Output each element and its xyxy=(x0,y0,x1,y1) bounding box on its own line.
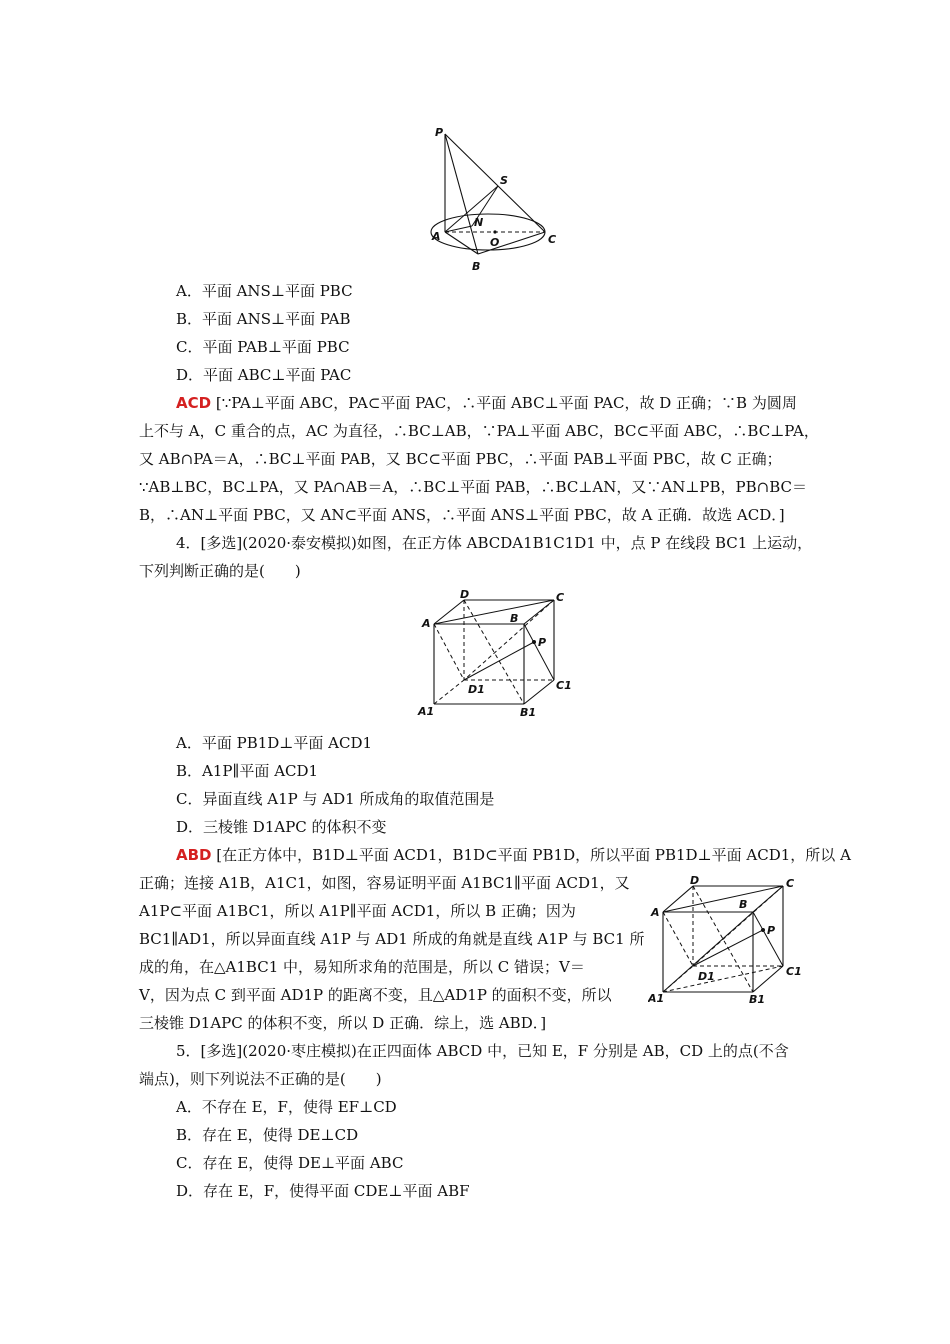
label-A: A xyxy=(651,906,660,919)
q4-stem-0: 4．[多选](2020·泰安模拟)如图，在正方体 ABCDA1B1C1D1 中，点 P 在线段 BC1 上运动， xyxy=(176,534,813,552)
label-S: S xyxy=(500,174,508,187)
edge-PB xyxy=(445,134,478,254)
figure-cube xyxy=(416,590,576,718)
label-A1: A1 xyxy=(648,992,665,1004)
q3-explanation-3: ∵AB⊥BC，BC⊥PA，又 PA∩AB＝A，∴BC⊥平面 PAB，∴BC⊥AN，又∵AN⊥PB，PB∩BC＝ xyxy=(139,478,807,496)
label-B1: B1 xyxy=(749,993,766,1004)
q5-stem-1: 端点)，则下列说法不正确的是( ) xyxy=(139,1070,382,1088)
figure-cone-pyramid xyxy=(430,122,560,277)
label-D1: D1 xyxy=(468,683,485,696)
q4-explanation-3: BC1∥AD1，所以异面直线 A1P 与 AD1 所成的角就是直线 A1P 与 BC1 所 xyxy=(139,930,645,948)
label-O: O xyxy=(490,236,500,249)
label-C: C xyxy=(786,877,795,890)
label-B: B xyxy=(472,260,481,273)
point-O xyxy=(493,230,496,233)
q3-explanation-1: 上不与 A，C 重合的点，AC 为直径，∴BC⊥AB，∵PA⊥平面 ABC，BC⊂平面 ABC，∴BC⊥PA， xyxy=(139,422,819,440)
q4-option-a: A．平面 PB1D⊥平面 ACD1 xyxy=(176,734,373,752)
cube-diagram-2 xyxy=(648,872,808,1004)
q5-option-c: C．存在 E，使得 DE⊥平面 ABC xyxy=(176,1154,404,1172)
cube-diagram xyxy=(416,590,576,718)
label-C1: C1 xyxy=(556,679,572,692)
label-C: C xyxy=(556,591,565,604)
q3-option-c: C．平面 PAB⊥平面 PBC xyxy=(176,338,350,356)
q4-option-b: B．A1P∥平面 ACD1 xyxy=(176,762,319,780)
q3-option-d: D．平面 ABC⊥平面 PAC xyxy=(176,366,352,384)
label-B: B xyxy=(510,612,519,625)
q5-stem-0: 5．[多选](2020·枣庄模拟)在正四面体 ABCD 中，已知 E，F 分别是 AB，CD 上的点(不含 xyxy=(176,1042,789,1060)
q3-answer-line xyxy=(176,393,797,413)
edge-AS xyxy=(445,186,498,232)
q4-explanation-6: 三棱锥 D1APC 的体积不变，所以 D 正确．综上，选 ABD．] xyxy=(139,1014,547,1032)
q5-option-a: A．不存在 E，F，使得 EF⊥CD xyxy=(176,1098,397,1116)
q4-stem-1: 下列判断正确的是( ) xyxy=(139,562,301,580)
label-C: C xyxy=(548,233,557,246)
label-A1: A1 xyxy=(418,705,435,718)
label-B: B xyxy=(739,898,748,911)
cone-diagram xyxy=(430,122,560,277)
label-P: P xyxy=(435,126,444,139)
q4-answer-key: ABD xyxy=(176,846,212,864)
label-A: A xyxy=(422,617,431,630)
label-N: N xyxy=(474,216,484,229)
q4-explanation-2: A1P⊂平面 A1BC1，所以 A1P∥平面 ACD1，所以 B 正确；因为 xyxy=(139,902,576,920)
label-A: A xyxy=(432,230,441,243)
q4-option-d: D．三棱锥 D1APC 的体积不变 xyxy=(176,818,387,836)
q4-answer-line xyxy=(176,845,851,865)
label-D: D xyxy=(690,874,700,887)
q3-answer-key: ACD xyxy=(176,394,212,412)
edge-PC xyxy=(445,134,545,232)
figure-cube-2 xyxy=(648,872,808,1004)
label-P: P xyxy=(538,636,547,649)
q3-explanation-2: 又 AB∩PA＝A，∴BC⊥平面 PAB，又 BC⊂平面 PBC，∴平面 PAB⊥平面 PBC，故 C 正确； xyxy=(139,450,782,468)
label-D: D xyxy=(460,590,470,601)
q4-option-c: C．异面直线 A1P 与 AD1 所成角的取值范围是 xyxy=(176,790,495,808)
label-P: P xyxy=(767,924,776,937)
q3-option-a: A．平面 ANS⊥平面 PBC xyxy=(176,282,353,300)
q5-option-b: B．存在 E，使得 DE⊥CD xyxy=(176,1126,359,1144)
label-D1: D1 xyxy=(698,970,715,983)
q3-option-b: B．平面 ANS⊥平面 PAB xyxy=(176,310,351,328)
q5-option-d: D．存在 E，F，使得平面 CDE⊥平面 ABF xyxy=(176,1182,470,1200)
q3-explanation-0: [∵PA⊥平面 ABC，PA⊂平面 PAC，∴平面 ABC⊥平面 PAC，故 D 正确；∵B 为圆周 xyxy=(215,394,797,412)
q3-explanation-4: B，∴AN⊥平面 PBC，又 AN⊂平面 ANS，∴平面 ANS⊥平面 PBC，故 A 正确．故选 ACD．] xyxy=(139,506,785,524)
q4-explanation-5: V，因为点 C 到平面 AD1P 的距离不变，且△AD1P 的面积不变，所以 xyxy=(139,986,612,1004)
q4-explanation-1: 正确；连接 A1B，A1C1，如图，容易证明平面 A1BC1∥平面 ACD1，又 xyxy=(139,874,630,892)
label-B1: B1 xyxy=(520,706,537,718)
q4-explanation-0: [在正方体中，B1D⊥平面 ACD1，B1D⊂平面 PB1D，所以平面 PB1D⊥平面 ACD1，所以 A xyxy=(216,846,851,864)
edge-BC xyxy=(478,232,545,254)
label-C1: C1 xyxy=(786,965,802,978)
q4-explanation-4: 成的角，在△A1BC1 中，易知所求角的范围是，所以 C 错误；V＝ xyxy=(139,958,585,976)
